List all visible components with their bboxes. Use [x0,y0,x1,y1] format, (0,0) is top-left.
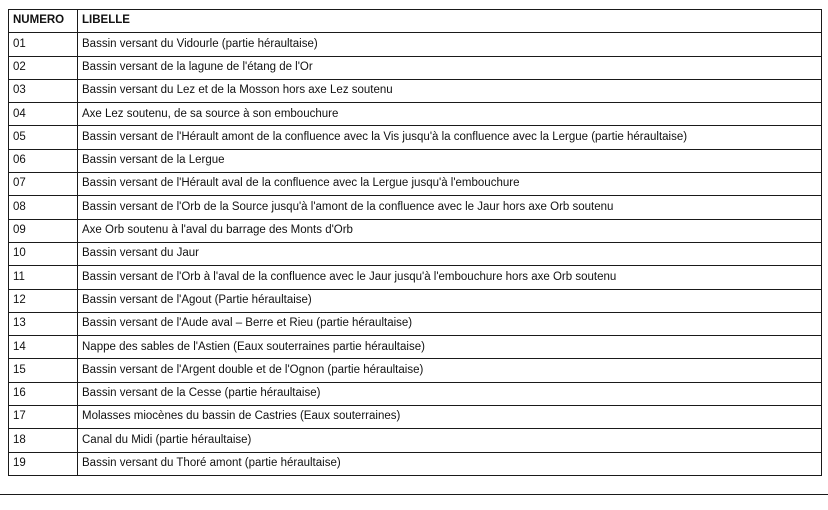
cell-numero: 14 [9,336,78,359]
table-row [9,289,822,312]
cell-numero: 06 [9,149,78,172]
table-row [9,406,822,429]
table-row [9,79,822,102]
cell-libelle: Bassin versant de la Cesse (partie héraultaise) [78,382,822,405]
table-row [9,126,822,149]
cell-libelle: Bassin versant du Vidourle (partie héraultaise) [78,33,822,56]
cell-numero: 10 [9,242,78,265]
cell-numero: 17 [9,406,78,429]
table-row [9,149,822,172]
cell-numero: 19 [9,452,78,475]
cell-numero: 04 [9,103,78,126]
cell-numero: 09 [9,219,78,242]
cell-numero: 12 [9,289,78,312]
cell-libelle: Bassin versant de l'Hérault aval de la confluence avec la Lergue jusqu'à l'embouchure [78,173,822,196]
cell-libelle: Bassin versant de l'Agout (Partie héraultaise) [78,289,822,312]
table-row [9,266,822,289]
table-row [9,452,822,475]
cell-libelle: Canal du Midi (partie héraultaise) [78,429,822,452]
cell-numero: 07 [9,173,78,196]
cell-libelle: Bassin versant de la Lergue [78,149,822,172]
table-row [9,196,822,219]
cell-numero: 08 [9,196,78,219]
cell-libelle: Bassin versant du Thoré amont (partie héraultaise) [78,452,822,475]
cell-libelle: Axe Orb soutenu à l'aval du barrage des Monts d'Orb [78,219,822,242]
cell-libelle: Bassin versant de la lagune de l'étang de l'Or [78,56,822,79]
cell-libelle: Bassin versant de l'Orb de la Source jusqu'à l'amont de la confluence avec le Jaur hors axe Orb soutenu [78,196,822,219]
cell-numero: 05 [9,126,78,149]
header-numero: NUMERO [9,10,78,33]
cell-libelle: Bassin versant du Lez et de la Mosson hors axe Lez soutenu [78,79,822,102]
table-row [9,312,822,335]
table-body [9,33,822,476]
cell-numero: 02 [9,56,78,79]
table-row [9,219,822,242]
cell-libelle: Bassin versant du Jaur [78,242,822,265]
cell-numero: 11 [9,266,78,289]
cell-numero: 18 [9,429,78,452]
cell-libelle: Bassin versant de l'Hérault amont de la confluence avec la Vis jusqu'à la confluence avec la Lergue (partie héraultaise) [78,126,822,149]
table-row [9,173,822,196]
table-row [9,242,822,265]
header-libelle: LIBELLE [78,10,822,33]
table-row [9,359,822,382]
table-row [9,33,822,56]
table-row [9,103,822,126]
cell-libelle: Bassin versant de l'Orb à l'aval de la confluence avec le Jaur jusqu'à l'embouchure hors axe Orb soutenu [78,266,822,289]
cell-numero: 16 [9,382,78,405]
cell-libelle: Bassin versant de l'Argent double et de l'Ognon (partie héraultaise) [78,359,822,382]
table-row [9,56,822,79]
table-row [9,336,822,359]
table-row [9,382,822,405]
cell-libelle: Nappe des sables de l'Astien (Eaux souterraines partie héraultaise) [78,336,822,359]
table-header-row [9,10,822,33]
cell-numero: 13 [9,312,78,335]
bassins-table [8,9,822,476]
cell-libelle: Molasses miocènes du bassin de Castries (Eaux souterraines) [78,406,822,429]
cell-numero: 01 [9,33,78,56]
bottom-rule [0,494,828,495]
cell-numero: 03 [9,79,78,102]
cell-libelle: Bassin versant de l'Aude aval – Berre et Rieu (partie héraultaise) [78,312,822,335]
cell-libelle: Axe Lez soutenu, de sa source à son embouchure [78,103,822,126]
table-row [9,429,822,452]
cell-numero: 15 [9,359,78,382]
